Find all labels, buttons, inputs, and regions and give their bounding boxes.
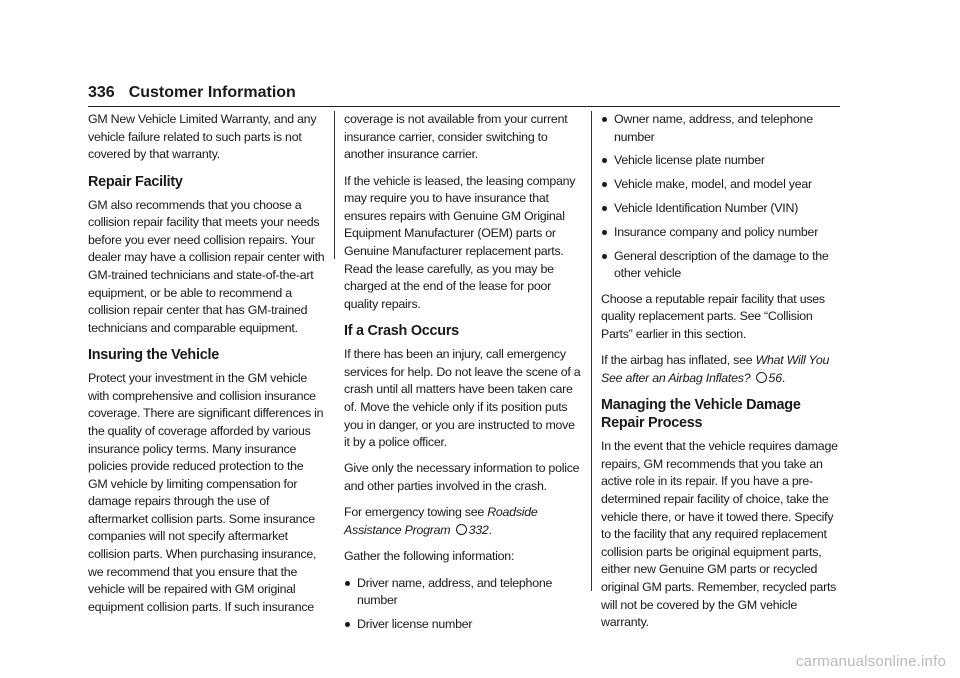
column-divider-1: [334, 111, 335, 259]
heading-managing-repair: Managing the Vehicle Damage Repair Process: [601, 397, 801, 432]
list-item: General description of the damage to the other vehicle: [601, 248, 841, 283]
bullet-icon: [602, 182, 607, 187]
bullet-icon: [602, 158, 607, 163]
paragraph: Gather the following information:: [344, 549, 515, 564]
page-reference-icon: [756, 372, 767, 383]
info-list: [344, 575, 582, 634]
airbag-inflates-link[interactable]: What Will You See after an Airbag Inflates?: [601, 353, 830, 385]
heading-repair-facility: Repair Facility: [88, 173, 183, 190]
paragraph: Give only the necessary information to police and other parties involved in the crash.: [344, 461, 580, 494]
list-item: Owner name, address, and telephone number: [601, 111, 841, 146]
list-item: Vehicle license plate number: [601, 152, 841, 170]
column-divider-2: [591, 111, 592, 591]
paragraph: GM also recommends that you choose a collision repair facility that meets your needs before you ever need collision repairs. Your dealer may have a collision repair center with GM-trained technicians and state-of-the-art equipment, or be able to recommend a collision repair center that has GM-trained technicians and comparable equipment.: [88, 197, 325, 335]
airbag-paragraph: If the airbag has inflated, see What Will You See after an Airbag Inflates? 56.: [601, 353, 830, 385]
page-header: [88, 84, 840, 107]
list-item: Insurance company and policy number: [601, 224, 841, 242]
paragraph: In the event that the vehicle requires damage repairs, GM recommends that you take an active role in its repair. If you have a pre-determined repair facility of choice, take the vehicle there, or have it towed there. Specify to the facility that any required replacement collision parts be original equipment parts, either new Genuine GM parts or recycled original GM parts. Remember, recycled parts will not be covered by the GM vehicle warranty.: [601, 439, 838, 630]
page-number: 336: [88, 84, 115, 101]
page-ref[interactable]: 56: [768, 370, 782, 385]
list-item: Vehicle Identification Number (VIN): [601, 200, 841, 218]
bullet-icon: [602, 230, 607, 235]
watermark: carmanualsonline.info: [795, 653, 946, 670]
bullet-icon: [345, 581, 350, 586]
list-item: Vehicle make, model, and model year: [601, 176, 841, 194]
column-2: [344, 111, 582, 642]
bullet-icon: [345, 622, 350, 627]
section-title: Customer Information: [128, 84, 296, 101]
paragraph: GM New Vehicle Limited Warranty, and any vehicle failure related to such parts is not covered by that warranty.: [88, 112, 317, 162]
bullet-icon: [602, 117, 607, 122]
info-list-continued: [601, 111, 841, 283]
heading-crash-occurs: If a Crash Occurs: [344, 323, 459, 340]
bullet-icon: [602, 254, 607, 259]
roadside-assistance-link[interactable]: Roadside Assistance Program: [344, 505, 538, 538]
list-item: Driver name, address, and telephone number: [344, 575, 582, 610]
page-reference-icon: [456, 524, 467, 535]
paragraph: coverage is not available from your current insurance carrier, consider switching to another insurance carrier.: [344, 112, 568, 162]
heading-insuring-vehicle: Insuring the Vehicle: [88, 347, 219, 364]
paragraph: Choose a reputable repair facility that uses quality replacement parts. See “Collision Parts” earlier in this section.: [601, 291, 825, 341]
paragraph: If the vehicle is leased, the leasing company may require you to have insurance that ensures repairs with Genuine GM Original Equipment Manufacturer (OEM) parts or Genuine Manufacturer replacement parts. Read the lease carefully, as you may be charged at the end of the lease for poor quality repairs.: [344, 173, 576, 311]
bullet-icon: [602, 206, 607, 211]
page-ref[interactable]: 332: [468, 523, 489, 538]
list-item: Driver license number: [344, 616, 582, 634]
paragraph: If there has been an injury, call emergency services for help. Do not leave the scene of a crash until all matters have been taken care of. Move the vehicle only if its position puts you in danger, or you are instructed to move it by a police officer.: [344, 347, 581, 450]
towing-paragraph: For emergency towing see Roadside Assistance Program 332.: [344, 505, 538, 538]
column-3: [601, 111, 841, 641]
paragraph: Protect your investment in the GM vehicle with comprehensive and collision insurance coverage. There are significant differences in the quality of coverage afforded by various insurance policy terms. Many insurance policies provide reduced protection to the GM vehicle by limiting compensation for damage repairs through the use of aftermarket collision parts. Some insurance companies will not specify aftermarket collision parts. When purchasing insurance, we recommend that you ensure that the vehicle will be repaired with GM original equipment collision parts. If such insurance: [88, 371, 324, 614]
column-1: [88, 111, 326, 625]
